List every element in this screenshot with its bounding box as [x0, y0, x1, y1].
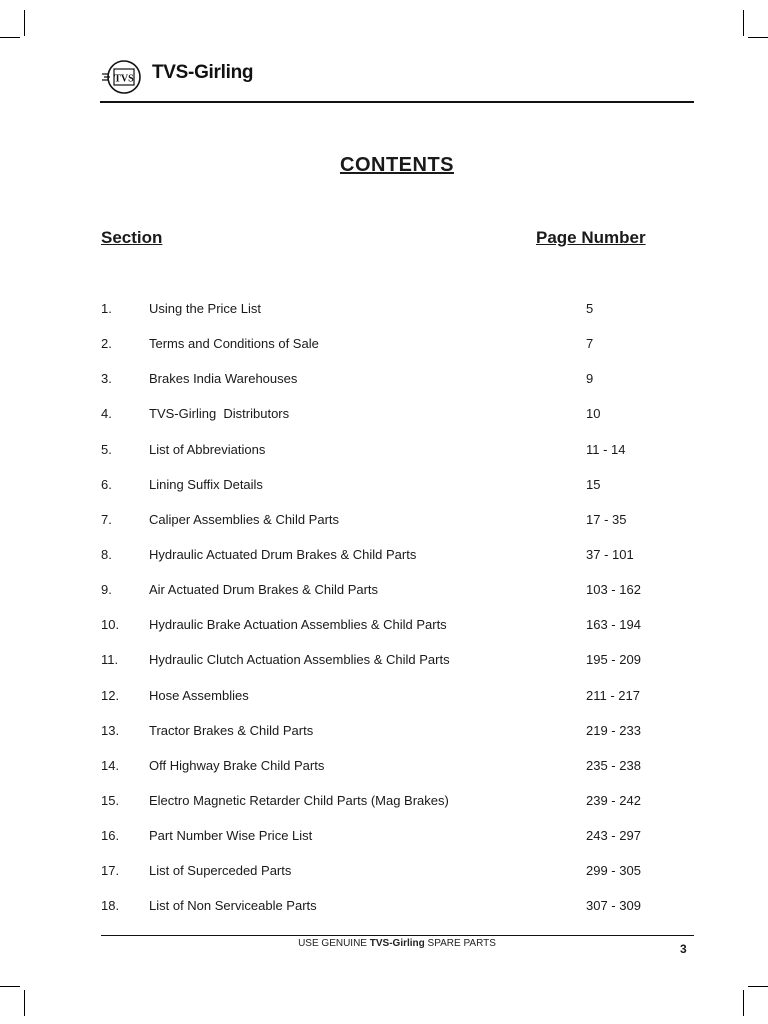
- page-number: 3: [680, 942, 687, 956]
- toc-pages: 9: [586, 371, 594, 387]
- crop-mark: [748, 37, 768, 38]
- toc-title: Brakes India Warehouses: [149, 371, 298, 387]
- toc-row: [0, 824, 768, 859]
- toc-pages: 103 - 162: [586, 582, 641, 598]
- toc-number: 14.: [101, 757, 120, 773]
- crop-mark: [748, 986, 768, 987]
- toc-title: Caliper Assemblies & Child Parts: [149, 511, 340, 527]
- toc-number: 18.: [101, 898, 120, 914]
- toc-row: [0, 543, 768, 578]
- toc-row: [0, 297, 768, 332]
- toc-pages: 11 - 14: [586, 441, 626, 457]
- toc-pages: 17 - 35: [586, 511, 627, 527]
- toc-row: [0, 789, 768, 824]
- toc-title: Air Actuated Drum Brakes & Child Parts: [149, 582, 379, 598]
- toc-title: Electro Magnetic Retarder Child Parts (Mag Brakes): [149, 792, 449, 808]
- toc-number: 17.: [101, 863, 120, 879]
- crop-mark: [0, 986, 20, 987]
- toc-pages: 195 - 209: [586, 652, 641, 668]
- toc-title: Tractor Brakes & Child Parts: [149, 722, 314, 738]
- toc-pages: 239 - 242: [586, 792, 641, 808]
- toc-number: 13.: [101, 722, 120, 738]
- toc-row: [0, 402, 768, 437]
- toc-row: [0, 648, 768, 683]
- toc-title: List of Abbreviations: [149, 441, 266, 457]
- toc-row: [0, 684, 768, 719]
- toc-row: [0, 578, 768, 613]
- toc-pages: 219 - 233: [586, 722, 641, 738]
- toc-number: 8.: [101, 546, 112, 562]
- section-column-heading: Section: [101, 228, 163, 247]
- toc-pages: 10: [586, 406, 601, 422]
- toc-title: Terms and Conditions of Sale: [149, 336, 319, 352]
- toc-title: List of Superceded Parts: [149, 863, 292, 879]
- footer-suffix: SPARE PARTS: [424, 938, 496, 949]
- toc-title: Lining Suffix Details: [149, 476, 263, 492]
- toc-pages: 37 - 101: [586, 546, 634, 562]
- toc-row: [0, 719, 768, 754]
- logo-text: TVS: [114, 73, 134, 85]
- toc-number: 3.: [101, 371, 112, 387]
- crop-mark: [743, 990, 744, 1016]
- toc-number: 4.: [101, 406, 112, 422]
- toc-title: List of Non Serviceable Parts: [149, 898, 317, 914]
- toc-title: Hydraulic Clutch Actuation Assemblies & Child Parts: [149, 652, 450, 668]
- toc-row: [0, 894, 768, 929]
- toc-title: Using the Price List: [149, 301, 261, 316]
- toc-pages: 163 - 194: [586, 617, 641, 633]
- toc-row: [0, 754, 768, 789]
- toc-pages: 299 - 305: [586, 863, 641, 879]
- footer-prefix: USE GENUINE: [298, 938, 370, 949]
- toc-title: Hose Assemblies: [149, 687, 249, 703]
- toc-title: Part Number Wise Price List: [149, 828, 313, 844]
- toc-number: 9.: [101, 582, 112, 598]
- brand-name: TVS-Girling: [152, 62, 254, 83]
- footer-tagline: [0, 938, 768, 949]
- crop-mark: [743, 10, 744, 36]
- footer-brand: TVS-Girling: [369, 938, 425, 949]
- toc-title: Off Highway Brake Child Parts: [149, 757, 325, 773]
- toc-title: TVS-Girling Distributors: [149, 406, 290, 422]
- toc-row: [0, 473, 768, 508]
- toc-row: [0, 438, 768, 473]
- toc-number: 5.: [101, 441, 112, 457]
- crop-mark: [0, 37, 20, 38]
- toc-number: 15.: [101, 792, 120, 808]
- toc-pages: 15: [586, 476, 601, 492]
- toc-title: Hydraulic Actuated Drum Brakes & Child Parts: [149, 546, 417, 562]
- toc-number: 2.: [101, 336, 112, 352]
- page-header: [100, 52, 694, 102]
- toc-pages: 243 - 297: [586, 828, 641, 844]
- crop-mark: [24, 990, 25, 1016]
- toc-number: 12.: [101, 687, 120, 703]
- toc-row: [0, 859, 768, 894]
- toc-number: 16.: [101, 828, 120, 844]
- toc-row: [0, 613, 768, 648]
- toc-pages: 7: [586, 336, 594, 352]
- toc-number: 10.: [101, 617, 120, 633]
- toc-pages: 5: [586, 301, 594, 316]
- tvs-girling-logo: [100, 58, 146, 96]
- toc-title: Hydraulic Brake Actuation Assemblies & Child Parts: [149, 617, 447, 633]
- toc-number: 1.: [101, 301, 112, 316]
- header-divider: [100, 101, 694, 103]
- toc-pages: 211 - 217: [586, 687, 640, 703]
- toc-number: 6.: [101, 476, 112, 492]
- crop-mark: [24, 10, 25, 36]
- toc-row: [0, 332, 768, 367]
- toc-number: 7.: [101, 511, 112, 527]
- toc-pages: 307 - 309: [586, 898, 641, 914]
- toc-number: 11.: [101, 652, 119, 668]
- footer-divider: [101, 935, 694, 936]
- table-of-contents: [0, 297, 768, 930]
- page-title: CONTENTS: [340, 154, 454, 176]
- toc-row: [0, 508, 768, 543]
- toc-row: [0, 367, 768, 402]
- toc-pages: 235 - 238: [586, 757, 641, 773]
- page-number-column-heading: Page Number: [536, 228, 646, 247]
